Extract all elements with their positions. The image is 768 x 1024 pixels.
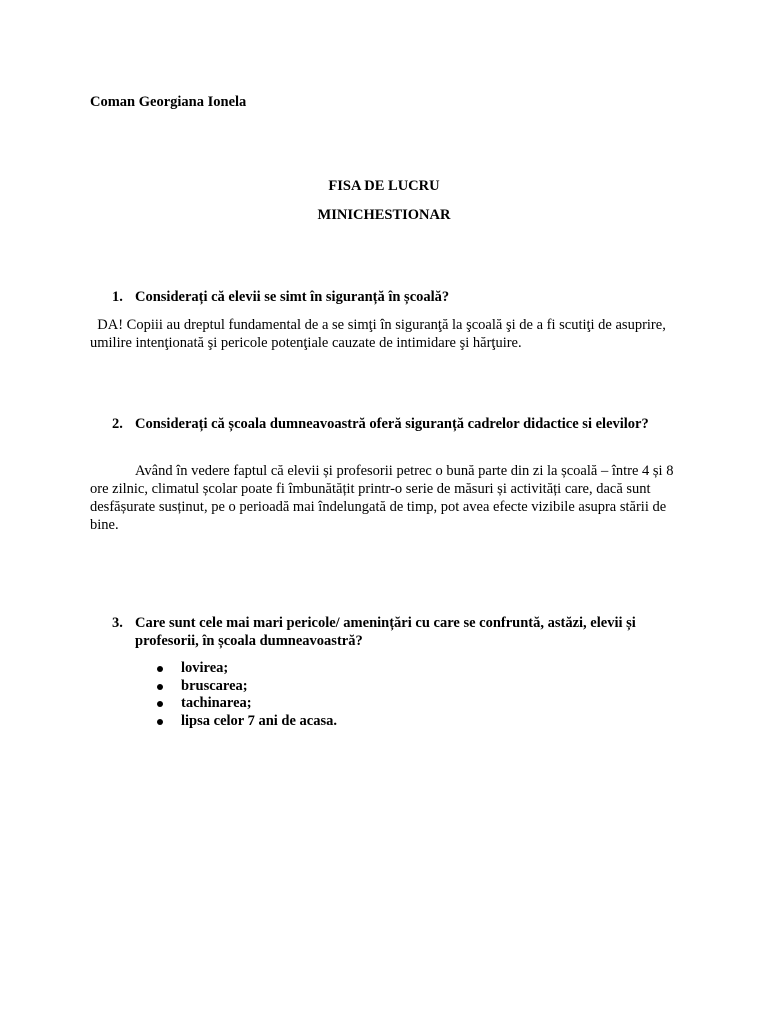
question-number: 3. — [112, 615, 123, 631]
list-item: lipsa celor 7 ani de acasa. — [90, 713, 337, 731]
answer-1: DA! Copiii au dreptul fundamental de a se simţi în siguranţă la şcoală şi de a fi scutiţi de asuprire, umilire intenţionată şi pericole potenţiale cauzate de intimidare şi hărţuire. — [90, 317, 670, 351]
list-item: tachinarea; — [90, 695, 337, 713]
bullet-icon — [157, 701, 163, 707]
answer-2: Având în vedere faptul că elevii și profesorii petrec o bună parte din zi la școală – între 4 și 8 ore zilnic, climatul școlar poate fi îmbunătățit printr-o serie de măsuri și activități care, dacă sunt desfășurate susținut, pe o perioadă mai îndelungată de timp, pot avea efecte vizibile asupra stării de bine. — [90, 463, 674, 533]
bullet-icon — [157, 719, 163, 725]
author-name: Coman Georgiana Ionela — [90, 94, 247, 110]
question-text: Considerați că școala dumneavoastră oferă siguranță cadrelor didactice si elevilor? — [135, 416, 649, 432]
question-text: Care sunt cele mai mari pericole/ amenințări cu care se confruntă, astăzi, elevii și profesorii, în școala dumneavoastră? — [135, 615, 636, 649]
question-3 — [90, 614, 690, 650]
document-title: FISA DE LUCRU — [328, 178, 440, 194]
document-subtitle: MINICHESTIONAR — [317, 207, 451, 223]
bullet-icon — [157, 666, 163, 672]
list-item: lovirea; — [90, 660, 337, 678]
bullet-icon — [157, 684, 163, 690]
question-number: 1. — [112, 289, 123, 305]
threats-list — [90, 660, 337, 730]
question-text: Considerați că elevii se simt în siguranță în școală? — [135, 289, 450, 305]
question-2 — [90, 415, 690, 433]
question-number: 2. — [112, 416, 123, 432]
list-item: bruscarea; — [90, 678, 337, 696]
question-1 — [90, 288, 690, 306]
